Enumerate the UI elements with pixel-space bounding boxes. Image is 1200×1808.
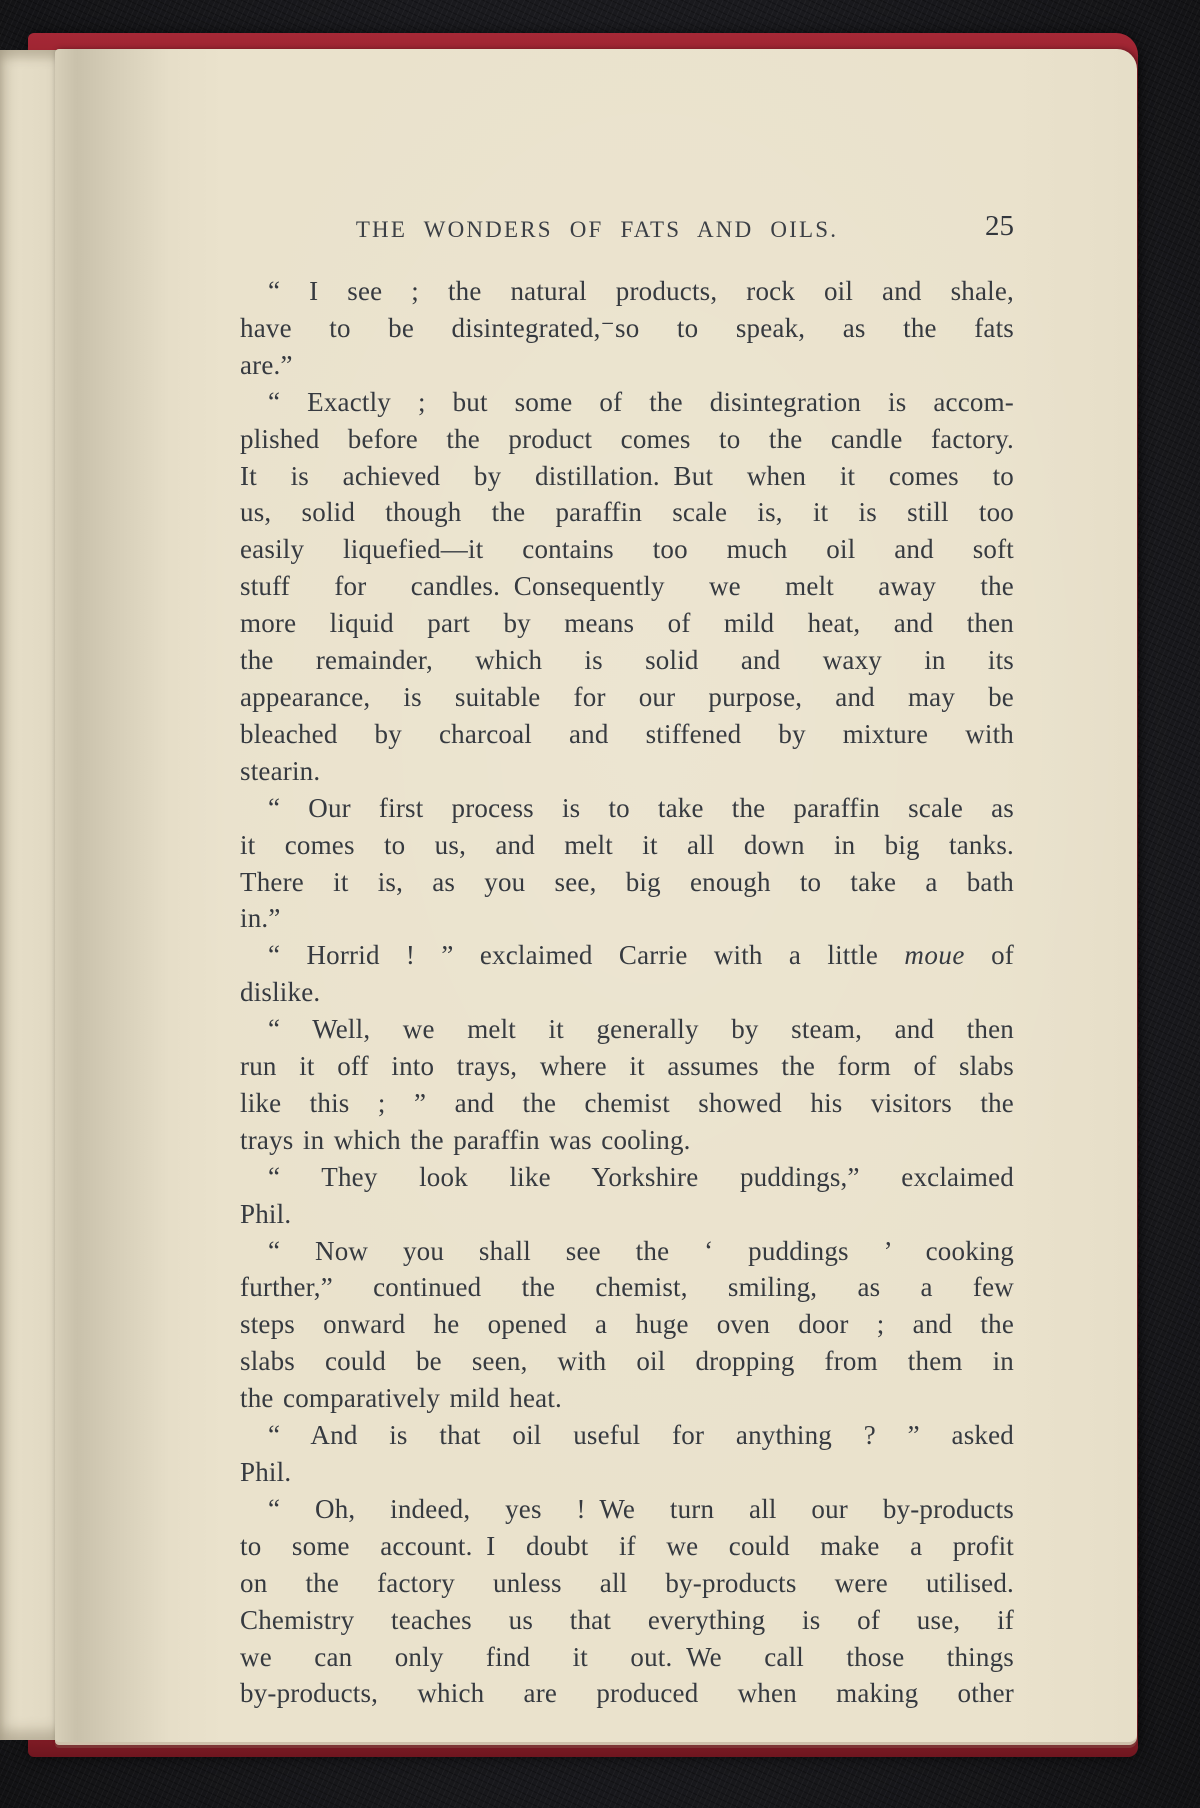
text-line: appearance, is suitable for our purpose, and may be [240, 681, 1014, 712]
text-line: stearin. [240, 755, 321, 786]
page-number: 25 [985, 210, 1014, 242]
text-line: plished before the product comes to the candle factory. [240, 423, 1014, 454]
paragraph [240, 1233, 1014, 1418]
text-line: in.” [240, 903, 281, 934]
body-text [240, 273, 1014, 1712]
paragraph [240, 384, 1014, 790]
text-line: “ Now you shall see the ‘ puddings ’ cooking [268, 1235, 1014, 1266]
text-line: easily liquefied—it contains too much oil and soft [240, 534, 1014, 565]
text-line: “ Well, we melt it generally by steam, and then [268, 1014, 1014, 1045]
text-line: It is achieved by distillation. But when it comes to [240, 460, 1014, 491]
text-line: on the factory unless all by-products were utilised. [240, 1567, 1014, 1598]
text-line: it comes to us, and melt it all down in big tanks. [240, 829, 1014, 860]
book-page [55, 49, 1137, 1742]
text-line: to some account. I doubt if we could make a profit [240, 1530, 1014, 1561]
paragraph [240, 1159, 1014, 1233]
text-line: “ I see ; the natural products, rock oil and shale, [268, 276, 1014, 306]
text-line: us, solid though the paraffin scale is, it is still too [240, 497, 1014, 528]
running-head [240, 210, 1014, 253]
text-line: “ Our first process is to take the paraffin scale as [268, 792, 1014, 823]
text-line: the comparatively mild heat. [240, 1383, 562, 1414]
text-line: dislike. [240, 977, 321, 1008]
text-line: “ And is that oil useful for anything ? ” asked [268, 1420, 1014, 1451]
text-line: “ Oh, indeed, yes ! We turn all our by-products [268, 1493, 1014, 1524]
text-line: like this ; ” and the chemist showed his visitors the [240, 1087, 1014, 1118]
text-line: “ Horrid ! ” exclaimed Carrie with a little moue of [268, 940, 1014, 971]
text-line: “ Exactly ; but some of the disintegration is accom- [268, 386, 1014, 417]
text-line: bleached by charcoal and stiffened by mixture with [240, 718, 1014, 749]
text-line: trays in which the paraffin was cooling. [240, 1124, 691, 1155]
text-line: steps onward he opened a huge oven door ; and the [240, 1309, 1014, 1340]
text-line: the remainder, which is solid and waxy in its [240, 645, 1014, 676]
paragraph [240, 273, 1014, 384]
text-line: have to be disintegrated,⁻so to speak, as the fats [240, 312, 1014, 343]
text-line: “ They look like Yorkshire puddings,” exclaimed [268, 1161, 1014, 1192]
paragraph [240, 790, 1014, 938]
text-line: by-products, which are produced when making other [240, 1678, 1014, 1709]
text-line: Phil. [240, 1457, 292, 1487]
text-line: stuff for candles. Consequently we melt away the [240, 571, 1014, 602]
paragraph [240, 1011, 1014, 1159]
paragraph [240, 937, 1014, 1011]
text-line: we can only find it out. We call those things [240, 1641, 1014, 1672]
text-line: more liquid part by means of mild heat, and then [240, 608, 1014, 639]
paragraph [240, 1491, 1014, 1712]
text-line: slabs could be seen, with oil dropping from them in [240, 1346, 1014, 1377]
text-line: Phil. [240, 1198, 292, 1229]
page-text-block [240, 210, 1014, 1712]
text-line: There it is, as you see, big enough to take a bath [240, 866, 1014, 897]
text-line: further,” continued the chemist, smiling, as a few [240, 1272, 1014, 1303]
paragraph [240, 1417, 1014, 1491]
text-line: Chemistry teaches us that everything is of use, if [240, 1604, 1014, 1635]
text-line: are.” [240, 349, 293, 380]
text-line: run it off into trays, where it assumes the form of slabs [240, 1051, 1014, 1082]
running-head-title: THE WONDERS OF FATS AND OILS. [355, 217, 839, 242]
